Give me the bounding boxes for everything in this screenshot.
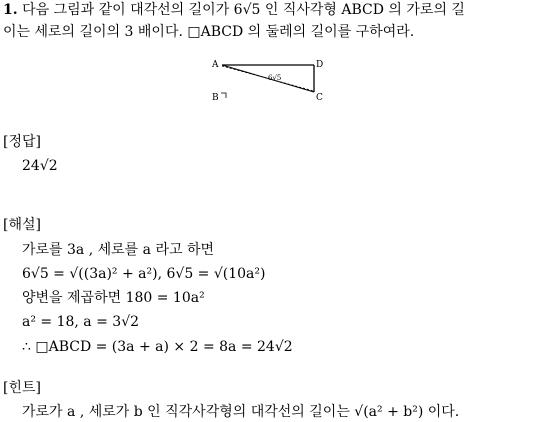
- problem-number: 1.: [3, 2, 18, 18]
- label-d: D: [316, 60, 324, 70]
- problem-line-1: [3, 1, 465, 19]
- explanation-header: [해설]: [3, 217, 41, 233]
- problem-text-1b: 6√5: [233, 2, 261, 18]
- right-angle-mark: [221, 93, 226, 98]
- explanation-line-2: 6√5 = √((3a)² + a²), 6√5 = √(10a²): [22, 266, 266, 282]
- problem-line-2: 이는 세로의 길이의 3 배이다. □ABCD 의 둘레의 길이를 구하여라.: [3, 24, 415, 40]
- label-a: A: [212, 60, 219, 70]
- explanation-line-4: a² = 18, a = 3√2: [22, 314, 140, 330]
- explanation-line-1: 가로를 3a , 세로를 a 라고 하면: [22, 242, 214, 258]
- problem-text-1a: 다음 그림과 같이 대각선의 길이가: [22, 2, 234, 18]
- hint-line-1: 가로가 a , 세로가 b 인 직각사각형의 대각선의 길이는 √(a² + b²) 이다.: [22, 404, 460, 420]
- answer-value: 24√2: [22, 158, 58, 174]
- explanation-line-5: ∴ □ABCD = (3a + a) × 2 = 8a = 24√2: [22, 339, 293, 355]
- label-b: B: [212, 93, 219, 103]
- rectangle-figure: [210, 55, 330, 105]
- problem-text-1c: 인 직사각형 ABCD 의 가로의 길: [260, 2, 465, 18]
- diagonal-label: 6√5: [268, 74, 282, 82]
- answer-header: [정답]: [3, 134, 41, 150]
- hint-header: [힌트]: [3, 380, 41, 396]
- explanation-line-3: 양변을 제곱하면 180 = 10a²: [22, 290, 205, 306]
- label-c: C: [316, 93, 323, 103]
